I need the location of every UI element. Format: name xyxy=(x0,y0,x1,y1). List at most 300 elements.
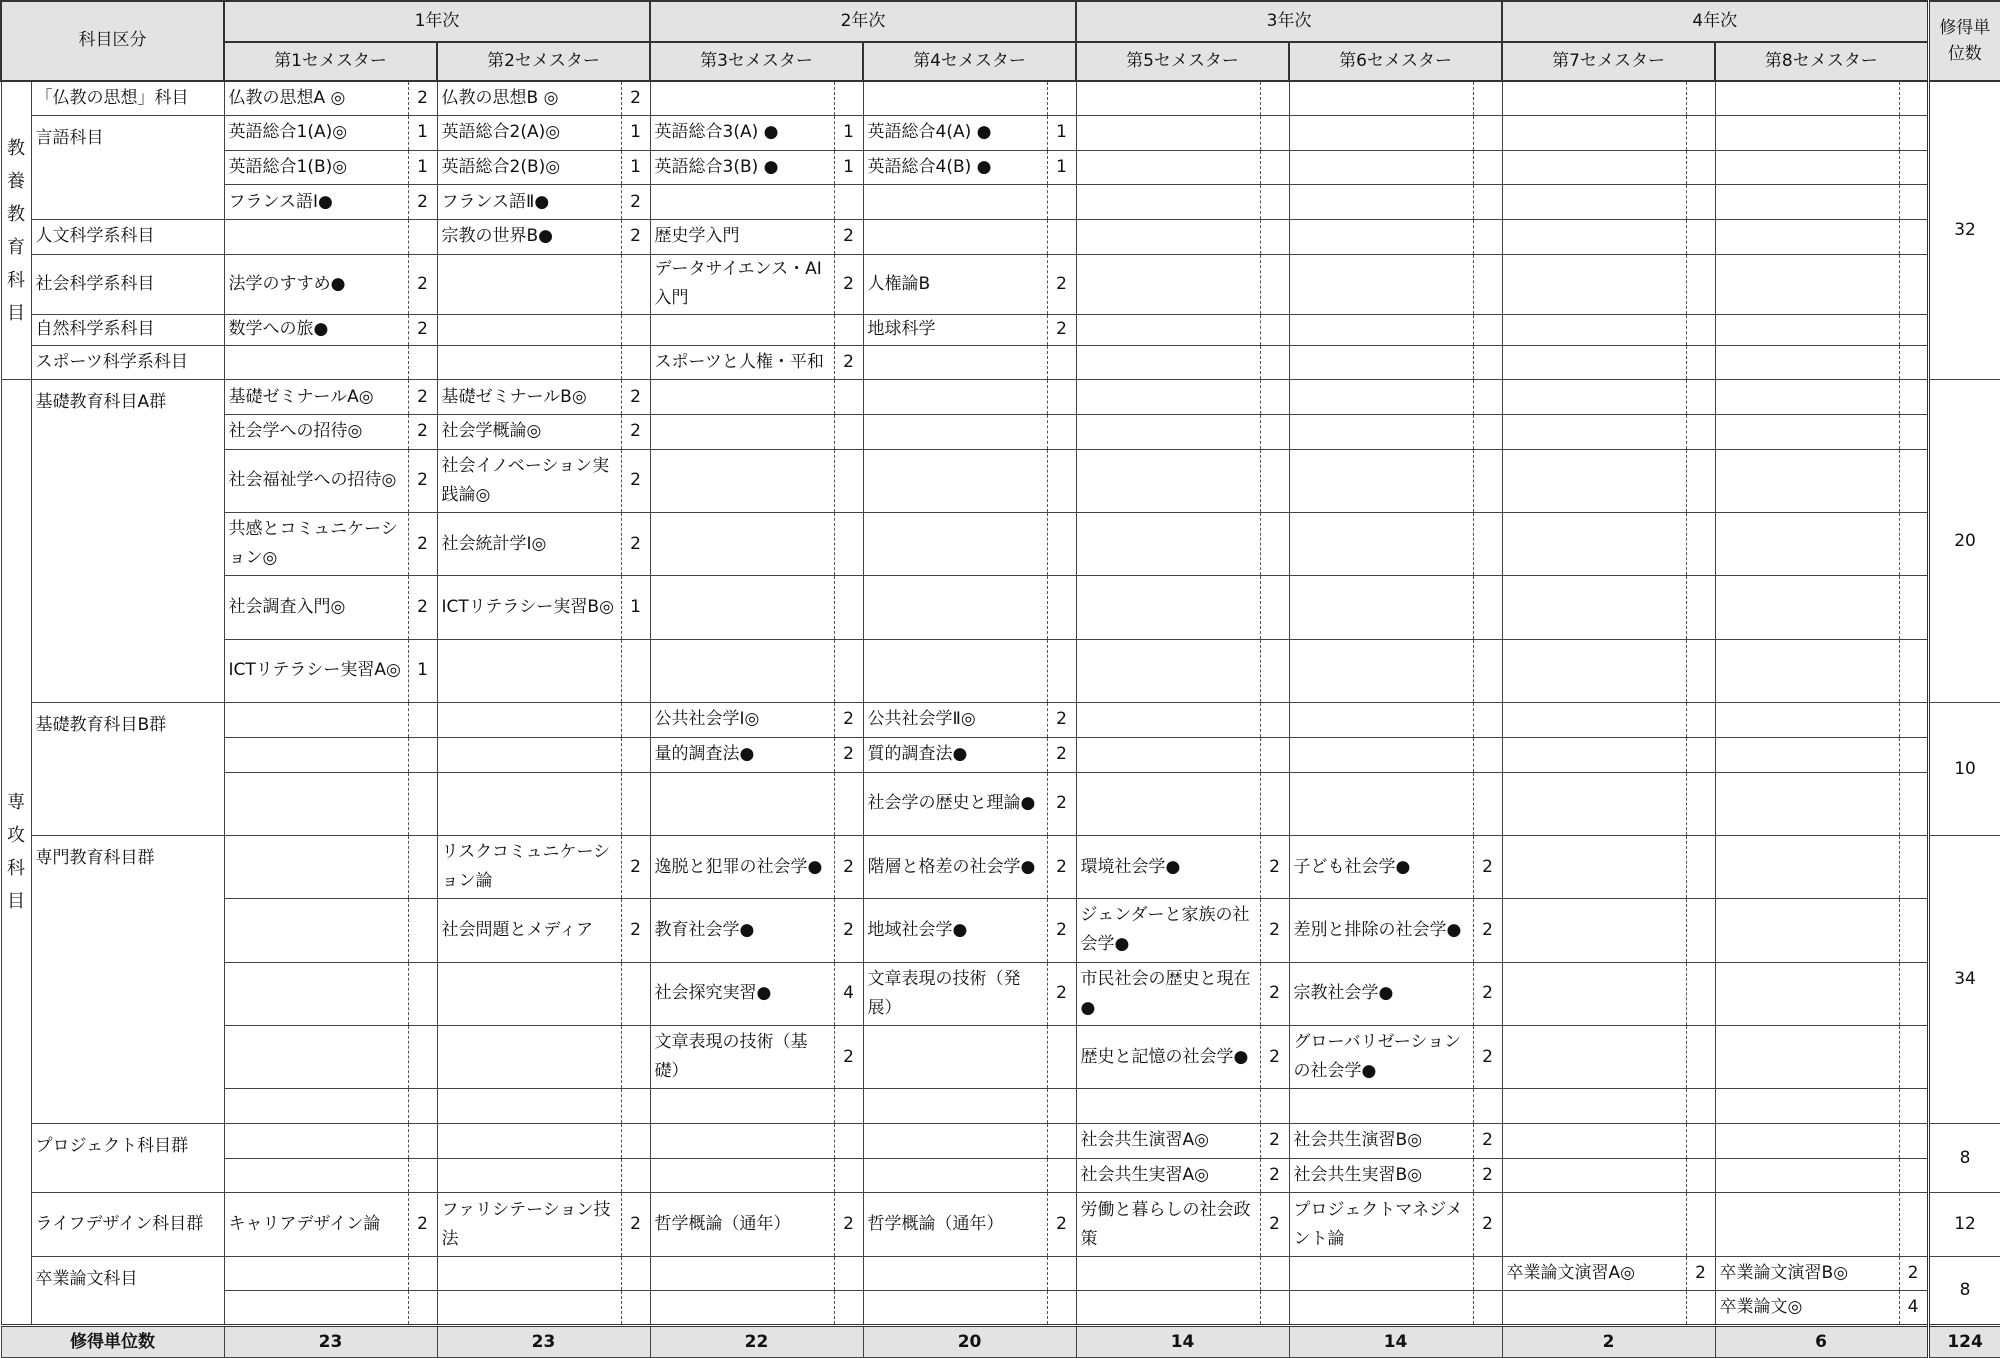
course-name xyxy=(1715,254,1899,314)
category-label: 専門教育科目群 xyxy=(31,835,224,1123)
course-credits xyxy=(1686,1291,1715,1326)
table-row xyxy=(1,150,2000,185)
course-credits xyxy=(834,185,863,220)
course-credits: 2 xyxy=(621,449,650,512)
course-name xyxy=(650,772,834,835)
course-name xyxy=(1289,737,1473,772)
grand-total: 124 xyxy=(1928,1326,2000,1358)
course-credits xyxy=(1686,315,1715,346)
course-credits xyxy=(834,315,863,346)
course-credits xyxy=(1047,639,1076,702)
course-credits xyxy=(1473,115,1502,150)
course-name: 社会探究実習● xyxy=(650,962,834,1025)
category-label: 自然科学系科目 xyxy=(31,315,224,346)
course-credits xyxy=(1899,1193,1928,1256)
course-name: 宗教の世界B● xyxy=(437,220,621,255)
course-name xyxy=(1076,115,1260,150)
course-credits: 2 xyxy=(621,1193,650,1256)
course-credits xyxy=(1686,254,1715,314)
course-credits xyxy=(1260,1291,1289,1326)
course-name xyxy=(1076,576,1260,639)
course-name xyxy=(1502,345,1686,380)
course-credits xyxy=(621,1089,650,1124)
course-credits: 2 xyxy=(1047,835,1076,898)
category-label: 社会科学系科目 xyxy=(31,254,224,314)
course-credits xyxy=(834,1123,863,1158)
course-name xyxy=(863,185,1047,220)
year-header-3: 3年次 xyxy=(1076,1,1502,42)
course-name: 社会学の歴史と理論● xyxy=(863,772,1047,835)
course-name: 基礎ゼミナールB◎ xyxy=(437,380,621,415)
course-credits xyxy=(621,772,650,835)
course-credits xyxy=(1686,1193,1715,1256)
course-name: 法学のすすめ● xyxy=(224,254,408,314)
course-name xyxy=(863,1025,1047,1088)
course-credits xyxy=(834,81,863,116)
course-name xyxy=(1715,835,1899,898)
section-credits-total: 8 xyxy=(1928,1123,2000,1192)
table-row xyxy=(1,1256,2000,1291)
course-credits xyxy=(1260,345,1289,380)
table-row xyxy=(1,513,2000,576)
course-credits xyxy=(408,1025,437,1088)
course-name xyxy=(863,1256,1047,1291)
course-name: 英語総合4(A) ● xyxy=(863,115,1047,150)
course-name: 公共社会学Ⅰ◎ xyxy=(650,703,834,738)
course-credits xyxy=(834,513,863,576)
course-name xyxy=(1502,380,1686,415)
course-credits: 1 xyxy=(834,115,863,150)
course-credits xyxy=(834,1089,863,1124)
course-name: 社会学概論◎ xyxy=(437,415,621,450)
course-name xyxy=(1289,81,1473,116)
course-credits xyxy=(1260,220,1289,255)
course-credits: 2 xyxy=(834,703,863,738)
course-credits: 2 xyxy=(408,513,437,576)
course-credits xyxy=(1473,703,1502,738)
course-credits xyxy=(1047,1123,1076,1158)
course-name xyxy=(1289,1291,1473,1326)
course-credits xyxy=(1473,415,1502,450)
course-name: 英語総合1(A)◎ xyxy=(224,115,408,150)
course-credits xyxy=(1686,185,1715,220)
semester-credits-total: 23 xyxy=(224,1326,437,1358)
course-name: 社会福祉学への招待◎ xyxy=(224,449,408,512)
semester-header-row xyxy=(1,42,2000,81)
course-credits: 4 xyxy=(834,962,863,1025)
course-name xyxy=(1076,254,1260,314)
course-credits xyxy=(1686,835,1715,898)
course-name xyxy=(1502,737,1686,772)
course-name xyxy=(1289,513,1473,576)
course-credits xyxy=(1686,576,1715,639)
course-name xyxy=(1076,449,1260,512)
course-name: 階層と格差の社会学● xyxy=(863,835,1047,898)
course-credits: 2 xyxy=(408,185,437,220)
course-credits xyxy=(1686,1025,1715,1088)
course-name: 英語総合1(B)◎ xyxy=(224,150,408,185)
course-credits xyxy=(1899,345,1928,380)
course-credits: 2 xyxy=(1047,254,1076,314)
course-credits: 2 xyxy=(1260,962,1289,1025)
course-name xyxy=(1289,220,1473,255)
course-name xyxy=(650,639,834,702)
course-credits xyxy=(1899,835,1928,898)
table-row xyxy=(1,576,2000,639)
course-name: プロジェクトマネジメント論 xyxy=(1289,1193,1473,1256)
course-credits xyxy=(1686,115,1715,150)
course-credits: 2 xyxy=(621,380,650,415)
course-credits xyxy=(1899,772,1928,835)
footer-label: 修得単位数 xyxy=(1,1326,224,1358)
course-name xyxy=(1715,185,1899,220)
course-credits xyxy=(1473,345,1502,380)
course-name: 卒業論文演習B◎ xyxy=(1715,1256,1899,1291)
course-name xyxy=(1289,185,1473,220)
course-credits: 1 xyxy=(621,576,650,639)
course-name xyxy=(224,772,408,835)
course-credits: 2 xyxy=(621,185,650,220)
course-credits xyxy=(834,449,863,512)
semester-header-8: 第8セメスター xyxy=(1715,42,1928,81)
course-credits xyxy=(1047,1025,1076,1088)
course-credits xyxy=(1047,1089,1076,1124)
course-name xyxy=(437,772,621,835)
course-name xyxy=(1715,81,1899,116)
course-name xyxy=(650,1158,834,1193)
course-name xyxy=(1715,150,1899,185)
course-credits xyxy=(1899,1158,1928,1193)
semester-header-5: 第5セメスター xyxy=(1076,42,1289,81)
course-name xyxy=(650,576,834,639)
course-credits xyxy=(1686,220,1715,255)
category-label: 基礎教育科目A群 xyxy=(31,380,224,703)
course-credits xyxy=(1260,703,1289,738)
course-name xyxy=(1076,639,1260,702)
course-name: 数学への旅● xyxy=(224,315,408,346)
course-name xyxy=(224,835,408,898)
course-credits: 2 xyxy=(408,576,437,639)
course-name xyxy=(1502,1025,1686,1088)
course-name xyxy=(1076,772,1260,835)
course-name xyxy=(1502,415,1686,450)
category-label: 人文科学系科目 xyxy=(31,220,224,255)
course-credits xyxy=(1473,772,1502,835)
course-credits xyxy=(1260,380,1289,415)
course-credits: 1 xyxy=(621,115,650,150)
course-credits xyxy=(1047,185,1076,220)
course-credits xyxy=(1260,737,1289,772)
course-credits xyxy=(1260,513,1289,576)
semester-credits-total: 22 xyxy=(650,1326,863,1358)
course-credits: 2 xyxy=(1473,835,1502,898)
section-credits-total: 12 xyxy=(1928,1193,2000,1256)
semester-header-2: 第2セメスター xyxy=(437,42,650,81)
course-credits: 2 xyxy=(621,513,650,576)
course-name: 英語総合4(B) ● xyxy=(863,150,1047,185)
course-credits xyxy=(408,772,437,835)
category-label: ライフデザイン科目群 xyxy=(31,1193,224,1256)
course-credits: 2 xyxy=(834,1025,863,1088)
course-name xyxy=(1502,185,1686,220)
course-name xyxy=(1289,415,1473,450)
semester-header-3: 第3セメスター xyxy=(650,42,863,81)
course-credits xyxy=(1686,772,1715,835)
course-credits xyxy=(408,962,437,1025)
course-name xyxy=(1502,962,1686,1025)
course-name: 公共社会学Ⅱ◎ xyxy=(863,703,1047,738)
course-credits xyxy=(408,1158,437,1193)
course-credits xyxy=(1473,1256,1502,1291)
course-name xyxy=(1715,1089,1899,1124)
course-name: キャリアデザイン論 xyxy=(224,1193,408,1256)
course-name xyxy=(1715,449,1899,512)
course-credits xyxy=(1473,513,1502,576)
course-credits xyxy=(1047,1291,1076,1326)
table-row xyxy=(1,185,2000,220)
course-credits xyxy=(1899,81,1928,116)
course-credits: 1 xyxy=(408,639,437,702)
table-row xyxy=(1,899,2000,962)
course-name xyxy=(1715,345,1899,380)
course-name: グローバリゼーションの社会学● xyxy=(1289,1025,1473,1088)
semester-header-4: 第4セメスター xyxy=(863,42,1076,81)
course-name xyxy=(1076,380,1260,415)
table-row xyxy=(1,1025,2000,1088)
course-name xyxy=(224,220,408,255)
course-credits: 2 xyxy=(1260,1158,1289,1193)
semester-credits-total: 6 xyxy=(1715,1326,1928,1358)
course-credits: 2 xyxy=(1047,315,1076,346)
course-name xyxy=(1715,1025,1899,1088)
course-name xyxy=(437,1025,621,1088)
course-credits xyxy=(1686,513,1715,576)
course-name xyxy=(437,1089,621,1124)
course-credits xyxy=(834,576,863,639)
group-label: 専 攻 科 目 xyxy=(1,380,31,1326)
course-name xyxy=(1076,703,1260,738)
course-credits xyxy=(408,1256,437,1291)
course-credits xyxy=(1047,576,1076,639)
course-name: 文章表現の技術（基礎） xyxy=(650,1025,834,1088)
course-name xyxy=(1715,1158,1899,1193)
course-credits: 2 xyxy=(834,220,863,255)
course-name xyxy=(1289,315,1473,346)
course-credits xyxy=(1047,1158,1076,1193)
course-name xyxy=(437,737,621,772)
course-name xyxy=(863,639,1047,702)
course-credits xyxy=(1260,415,1289,450)
course-credits xyxy=(834,772,863,835)
course-credits: 2 xyxy=(834,1193,863,1256)
course-credits: 2 xyxy=(1047,1193,1076,1256)
section-credits-total: 32 xyxy=(1928,81,2000,380)
course-name: ジェンダーと家族の社会学● xyxy=(1076,899,1260,962)
year-header-2: 2年次 xyxy=(650,1,1076,42)
course-credits: 2 xyxy=(1047,899,1076,962)
course-name xyxy=(437,345,621,380)
course-credits: 2 xyxy=(408,1193,437,1256)
course-name xyxy=(1502,703,1686,738)
course-credits xyxy=(1047,449,1076,512)
course-credits xyxy=(1473,254,1502,314)
course-credits xyxy=(1899,962,1928,1025)
course-name xyxy=(1289,380,1473,415)
course-name: 基礎ゼミナールA◎ xyxy=(224,380,408,415)
course-name xyxy=(1715,639,1899,702)
category-header: 科目区分 xyxy=(1,1,224,81)
table-row xyxy=(1,1193,2000,1256)
course-credits: 1 xyxy=(1047,115,1076,150)
course-credits xyxy=(1899,150,1928,185)
course-credits: 2 xyxy=(408,449,437,512)
course-credits xyxy=(834,1158,863,1193)
course-credits: 2 xyxy=(834,737,863,772)
course-credits xyxy=(1686,150,1715,185)
course-credits xyxy=(1899,1025,1928,1088)
course-credits: 1 xyxy=(408,115,437,150)
semester-header-1: 第1セメスター xyxy=(224,42,437,81)
course-name xyxy=(863,576,1047,639)
course-name: 英語総合2(B)◎ xyxy=(437,150,621,185)
course-credits xyxy=(1899,1089,1928,1124)
course-credits xyxy=(1899,513,1928,576)
course-credits: 2 xyxy=(621,899,650,962)
course-name xyxy=(1502,513,1686,576)
course-name: 逸脱と犯罪の社会学● xyxy=(650,835,834,898)
course-credits: 2 xyxy=(1260,899,1289,962)
course-credits: 1 xyxy=(408,150,437,185)
course-name xyxy=(1715,1193,1899,1256)
course-credits xyxy=(621,1025,650,1088)
course-credits xyxy=(1473,150,1502,185)
course-credits xyxy=(1899,449,1928,512)
course-name xyxy=(1289,576,1473,639)
course-name xyxy=(1502,576,1686,639)
course-credits xyxy=(408,345,437,380)
course-name xyxy=(1076,1256,1260,1291)
course-credits xyxy=(1899,703,1928,738)
course-name xyxy=(1076,315,1260,346)
course-name xyxy=(1715,115,1899,150)
course-name xyxy=(1502,81,1686,116)
course-name xyxy=(437,639,621,702)
course-name xyxy=(437,1123,621,1158)
course-name xyxy=(1502,449,1686,512)
course-name xyxy=(863,1291,1047,1326)
course-credits xyxy=(1260,1256,1289,1291)
course-name: 労働と暮らしの社会政策 xyxy=(1076,1193,1260,1256)
course-name xyxy=(1715,899,1899,962)
course-credits xyxy=(1260,254,1289,314)
course-name xyxy=(224,1123,408,1158)
course-credits xyxy=(1260,576,1289,639)
course-credits xyxy=(1047,345,1076,380)
course-credits xyxy=(1473,639,1502,702)
semester-credits-total: 2 xyxy=(1502,1326,1715,1358)
course-name xyxy=(1076,185,1260,220)
course-credits xyxy=(1686,639,1715,702)
course-name xyxy=(650,1256,834,1291)
course-credits xyxy=(1047,415,1076,450)
table-row xyxy=(1,1291,2000,1326)
section-credits-total: 20 xyxy=(1928,380,2000,703)
course-name: 差別と排除の社会学● xyxy=(1289,899,1473,962)
course-name: 社会共生演習A◎ xyxy=(1076,1123,1260,1158)
course-credits: 2 xyxy=(1260,1025,1289,1088)
course-credits xyxy=(621,639,650,702)
course-credits xyxy=(1047,81,1076,116)
course-name: 地域社会学● xyxy=(863,899,1047,962)
course-credits xyxy=(1686,1123,1715,1158)
course-credits xyxy=(1260,150,1289,185)
course-name xyxy=(863,1089,1047,1124)
course-name: 哲学概論（通年） xyxy=(863,1193,1047,1256)
course-credits: 2 xyxy=(1473,1025,1502,1088)
course-credits: 1 xyxy=(1047,150,1076,185)
course-credits: 2 xyxy=(408,254,437,314)
table-row xyxy=(1,345,2000,380)
course-credits xyxy=(1899,639,1928,702)
course-name: 量的調査法● xyxy=(650,737,834,772)
course-name xyxy=(1076,150,1260,185)
course-credits xyxy=(408,703,437,738)
course-credits: 2 xyxy=(408,315,437,346)
course-credits xyxy=(1899,1123,1928,1158)
course-name xyxy=(1715,772,1899,835)
course-name xyxy=(224,345,408,380)
course-credits xyxy=(621,345,650,380)
course-name xyxy=(437,1158,621,1193)
table-row xyxy=(1,639,2000,702)
course-credits xyxy=(1686,899,1715,962)
course-name xyxy=(1076,220,1260,255)
course-credits: 2 xyxy=(408,380,437,415)
course-credits xyxy=(1473,220,1502,255)
table-row xyxy=(1,315,2000,346)
course-credits xyxy=(1047,380,1076,415)
course-name xyxy=(437,962,621,1025)
course-credits: 2 xyxy=(621,415,650,450)
category-label: プロジェクト科目群 xyxy=(31,1123,224,1192)
category-label: 言語科目 xyxy=(31,115,224,219)
course-credits xyxy=(1473,380,1502,415)
course-name xyxy=(1502,1158,1686,1193)
course-credits xyxy=(1260,1089,1289,1124)
table-row xyxy=(1,772,2000,835)
course-name: 仏教の思想A ◎ xyxy=(224,81,408,116)
course-name: 社会共生実習B◎ xyxy=(1289,1158,1473,1193)
course-name xyxy=(224,1025,408,1088)
course-name: ファリシテーション技法 xyxy=(437,1193,621,1256)
table-row xyxy=(1,737,2000,772)
course-name xyxy=(1289,703,1473,738)
course-credits xyxy=(1686,449,1715,512)
course-credits: 2 xyxy=(1899,1256,1928,1291)
course-name xyxy=(1715,737,1899,772)
category-label: 卒業論文科目 xyxy=(31,1256,224,1325)
course-credits xyxy=(621,1291,650,1326)
course-name xyxy=(1715,380,1899,415)
course-name: 哲学概論（通年） xyxy=(650,1193,834,1256)
course-credits: 2 xyxy=(408,415,437,450)
course-name xyxy=(224,1291,408,1326)
course-name: 質的調査法● xyxy=(863,737,1047,772)
course-name xyxy=(863,449,1047,512)
course-credits xyxy=(1473,1291,1502,1326)
course-name xyxy=(1289,1256,1473,1291)
course-credits: 2 xyxy=(1260,835,1289,898)
